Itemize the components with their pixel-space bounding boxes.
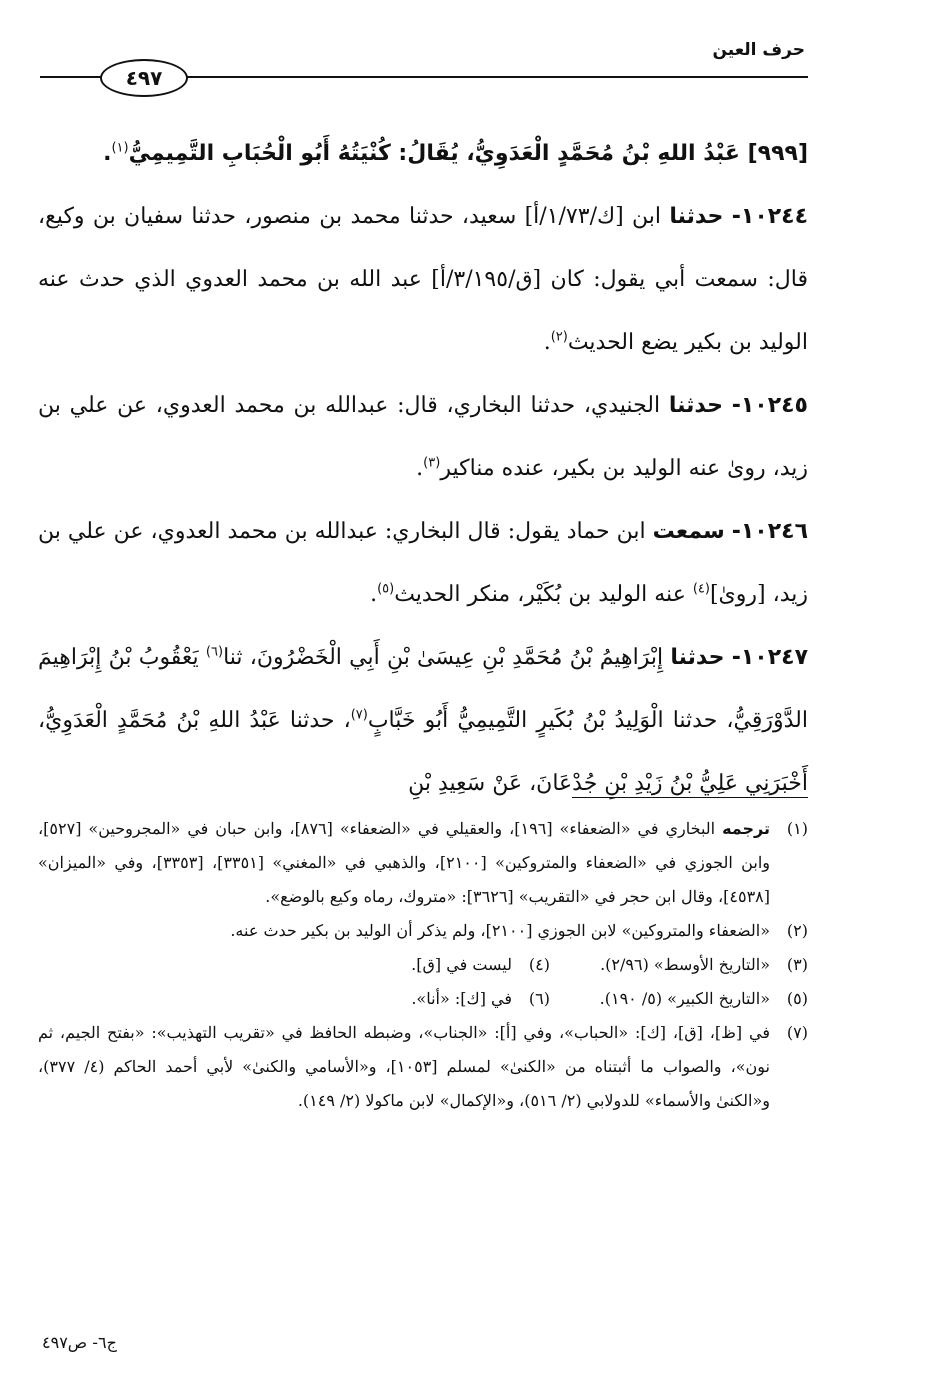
footnote-ref: (٧) bbox=[350, 707, 368, 723]
footnote-ref: (٣) bbox=[423, 455, 441, 471]
narration-keyword: حدثنا bbox=[670, 645, 725, 670]
narration-number: ١٠٢٤٦- bbox=[731, 519, 809, 544]
footnote-mark: (٣) bbox=[786, 955, 808, 974]
footnote-mark: (١) bbox=[786, 819, 808, 838]
footnotes bbox=[38, 812, 808, 1118]
narration bbox=[38, 500, 808, 626]
footnote-row bbox=[38, 948, 808, 982]
footnote-2 bbox=[38, 914, 808, 948]
footnote-row bbox=[38, 982, 808, 1016]
entry-heading bbox=[38, 122, 808, 185]
footnote-ref: (٢) bbox=[550, 329, 568, 345]
narration-text-cont: عنه الوليد بن بُكَيْر، منكر الحديث bbox=[394, 582, 686, 607]
narration-text: الجنيدي، حدثنا البخاري، قال: عبدالله بن محمد العدوي، عن علي بن زيد، روىٰ عنه الوليد بن بكير، عنده مناكير bbox=[38, 393, 808, 481]
running-title: حرف العين bbox=[712, 40, 805, 60]
footnote-mark: (٧) bbox=[786, 1023, 808, 1042]
narration-keyword: حدثنا bbox=[669, 204, 724, 229]
narration-end: . bbox=[416, 456, 424, 481]
narration bbox=[38, 374, 808, 500]
footnote-4 bbox=[411, 948, 550, 982]
footnote-text: في [ك]: «أنا». bbox=[411, 989, 512, 1008]
footnote-ref: (٤) bbox=[692, 581, 710, 597]
narration-keyword: حدثنا bbox=[668, 393, 723, 418]
footnote-ref: (٥) bbox=[377, 581, 395, 597]
narration-text-end: ، حدثنا عَبْدُ اللهِ بْنُ مُحَمَّدٍ الْعَدَوِيُّ، أَخْبَرَنِي عَلِيُّ بْنُ زَيْدِ بْنِ جُدْعَانَ، عَنْ سَعِيدِ بْنِ bbox=[38, 708, 808, 796]
footnote-mark: (٢) bbox=[786, 921, 808, 940]
footnote-text: البخاري في «الضعفاء» [١٩٦]، والعقيلي في «الضعفاء» [٨٧٦]، وابن حبان في «المجروحين» [٥٢٧]، وابن الجوزي في «الضعفاء والمتروكين» [٢١٠٠]، والذهبي في «المغني» [٣٣٥١]، [٣٣٥٣]، وفي «الميزان» [٤٥٣٨]، وقال ابن حجر في «التقريب» [٣٦٢٦]: «متروك، رماه وكيع بالوضع». bbox=[38, 819, 770, 906]
narration-number: ١٠٢٤٤- bbox=[731, 204, 809, 229]
narration bbox=[38, 626, 808, 815]
footnote-6 bbox=[411, 982, 550, 1016]
footnote-ref: (١) bbox=[111, 140, 129, 156]
footnote-mark: (٥) bbox=[786, 989, 808, 1008]
footnote-text: «التاريخ الأوسط» (٢/٩٦). bbox=[600, 955, 770, 974]
narration-text-cont: يَعْقُوبُ بْنُ إِبْرَاهِيمَ الدَّوْرَقِيُّ، حدثنا الْوَلِيدُ بْنُ بُكَيرٍ التَّمِيمِيُّ أَبُو خَبَّابٍ bbox=[38, 645, 808, 733]
entry-heading-text: [٩٩٩] عَبْدُ اللهِ بْنُ مُحَمَّدٍ الْعَدَوِيُّ، يُقَالُ: كُنْيَتُهُ أَبُو الْحُبَابِ التَّمِيمِيُّ bbox=[128, 141, 808, 166]
narration-text: ابن حماد يقول: قال البخاري: عبدالله بن محمد العدوي، عن علي بن زيد، [روىٰ] bbox=[38, 519, 808, 607]
narration-end: . bbox=[543, 330, 551, 355]
footnote-5 bbox=[550, 982, 808, 1016]
footnote-text: ليست في [ق]. bbox=[411, 955, 512, 974]
footnote-text: «التاريخ الكبير» (٥/ ١٩٠). bbox=[599, 989, 770, 1008]
footnote-lead: ترجمه bbox=[722, 819, 771, 838]
entry-heading-end: . bbox=[103, 141, 112, 166]
footnote-3 bbox=[550, 948, 808, 982]
narration-text: ابن [ك/١/٧٣/أ] سعيد، حدثنا محمد بن منصور، حدثنا سفيان بن وكيع، قال: سمعت أبي يقول: كان [ق/٣/١٩٥/أ] عبد الله بن محمد العدوي الذي حدث عنه الوليد بن بكير يضع الحديث bbox=[38, 204, 808, 355]
footnote-separator bbox=[572, 797, 808, 798]
page-number: ٤٩٧ bbox=[125, 66, 163, 90]
footnote-1 bbox=[38, 812, 808, 914]
narration-end: . bbox=[370, 582, 378, 607]
narration-keyword: سمعت bbox=[652, 519, 725, 544]
narration-text: إِبْرَاهِيمُ بْنُ مُحَمَّدِ بْنِ عِيسَىٰ بْنِ أَبِي الْخَضْرُونَ، ثنا bbox=[223, 645, 664, 670]
narration bbox=[38, 185, 808, 374]
volume-page-label: ج٦- ص٤٩٧ bbox=[42, 1333, 117, 1352]
page-number-frame bbox=[100, 59, 188, 97]
narration-number: ١٠٢٤٥- bbox=[731, 393, 808, 418]
footnote-mark: (٦) bbox=[528, 989, 550, 1008]
narration-number: ١٠٢٤٧- bbox=[731, 645, 808, 670]
footnote-text: «الضعفاء والمتروكين» لابن الجوزي [٢١٠٠]، ولم يذكر أن الوليد بن بكير حدث عنه. bbox=[230, 921, 770, 940]
footnote-mark: (٤) bbox=[528, 955, 550, 974]
main-text bbox=[38, 122, 808, 815]
footnote-text: في [ظ]، [ق]، [ك]: «الحباب»، وفي [أ]: «الجناب»، وضبطه الحافظ في «تقريب التهذيب»: «بفتح الجيم، ثم نون»، والصواب ما أثبتناه من «الكنىٰ» لمسلم [١٠٥٣]، و«الأسامي والكنىٰ» لأبي أحمد الحاكم (٤/ ٣٧٧)، و«الكنىٰ والأسماء» للدولابي (٢/ ٥١٦)، و«الإكمال» لابن ماكولا (٢/ ١٤٩). bbox=[38, 1023, 770, 1110]
footnote-ref: (٦) bbox=[205, 644, 224, 660]
footnote-7 bbox=[38, 1016, 808, 1118]
